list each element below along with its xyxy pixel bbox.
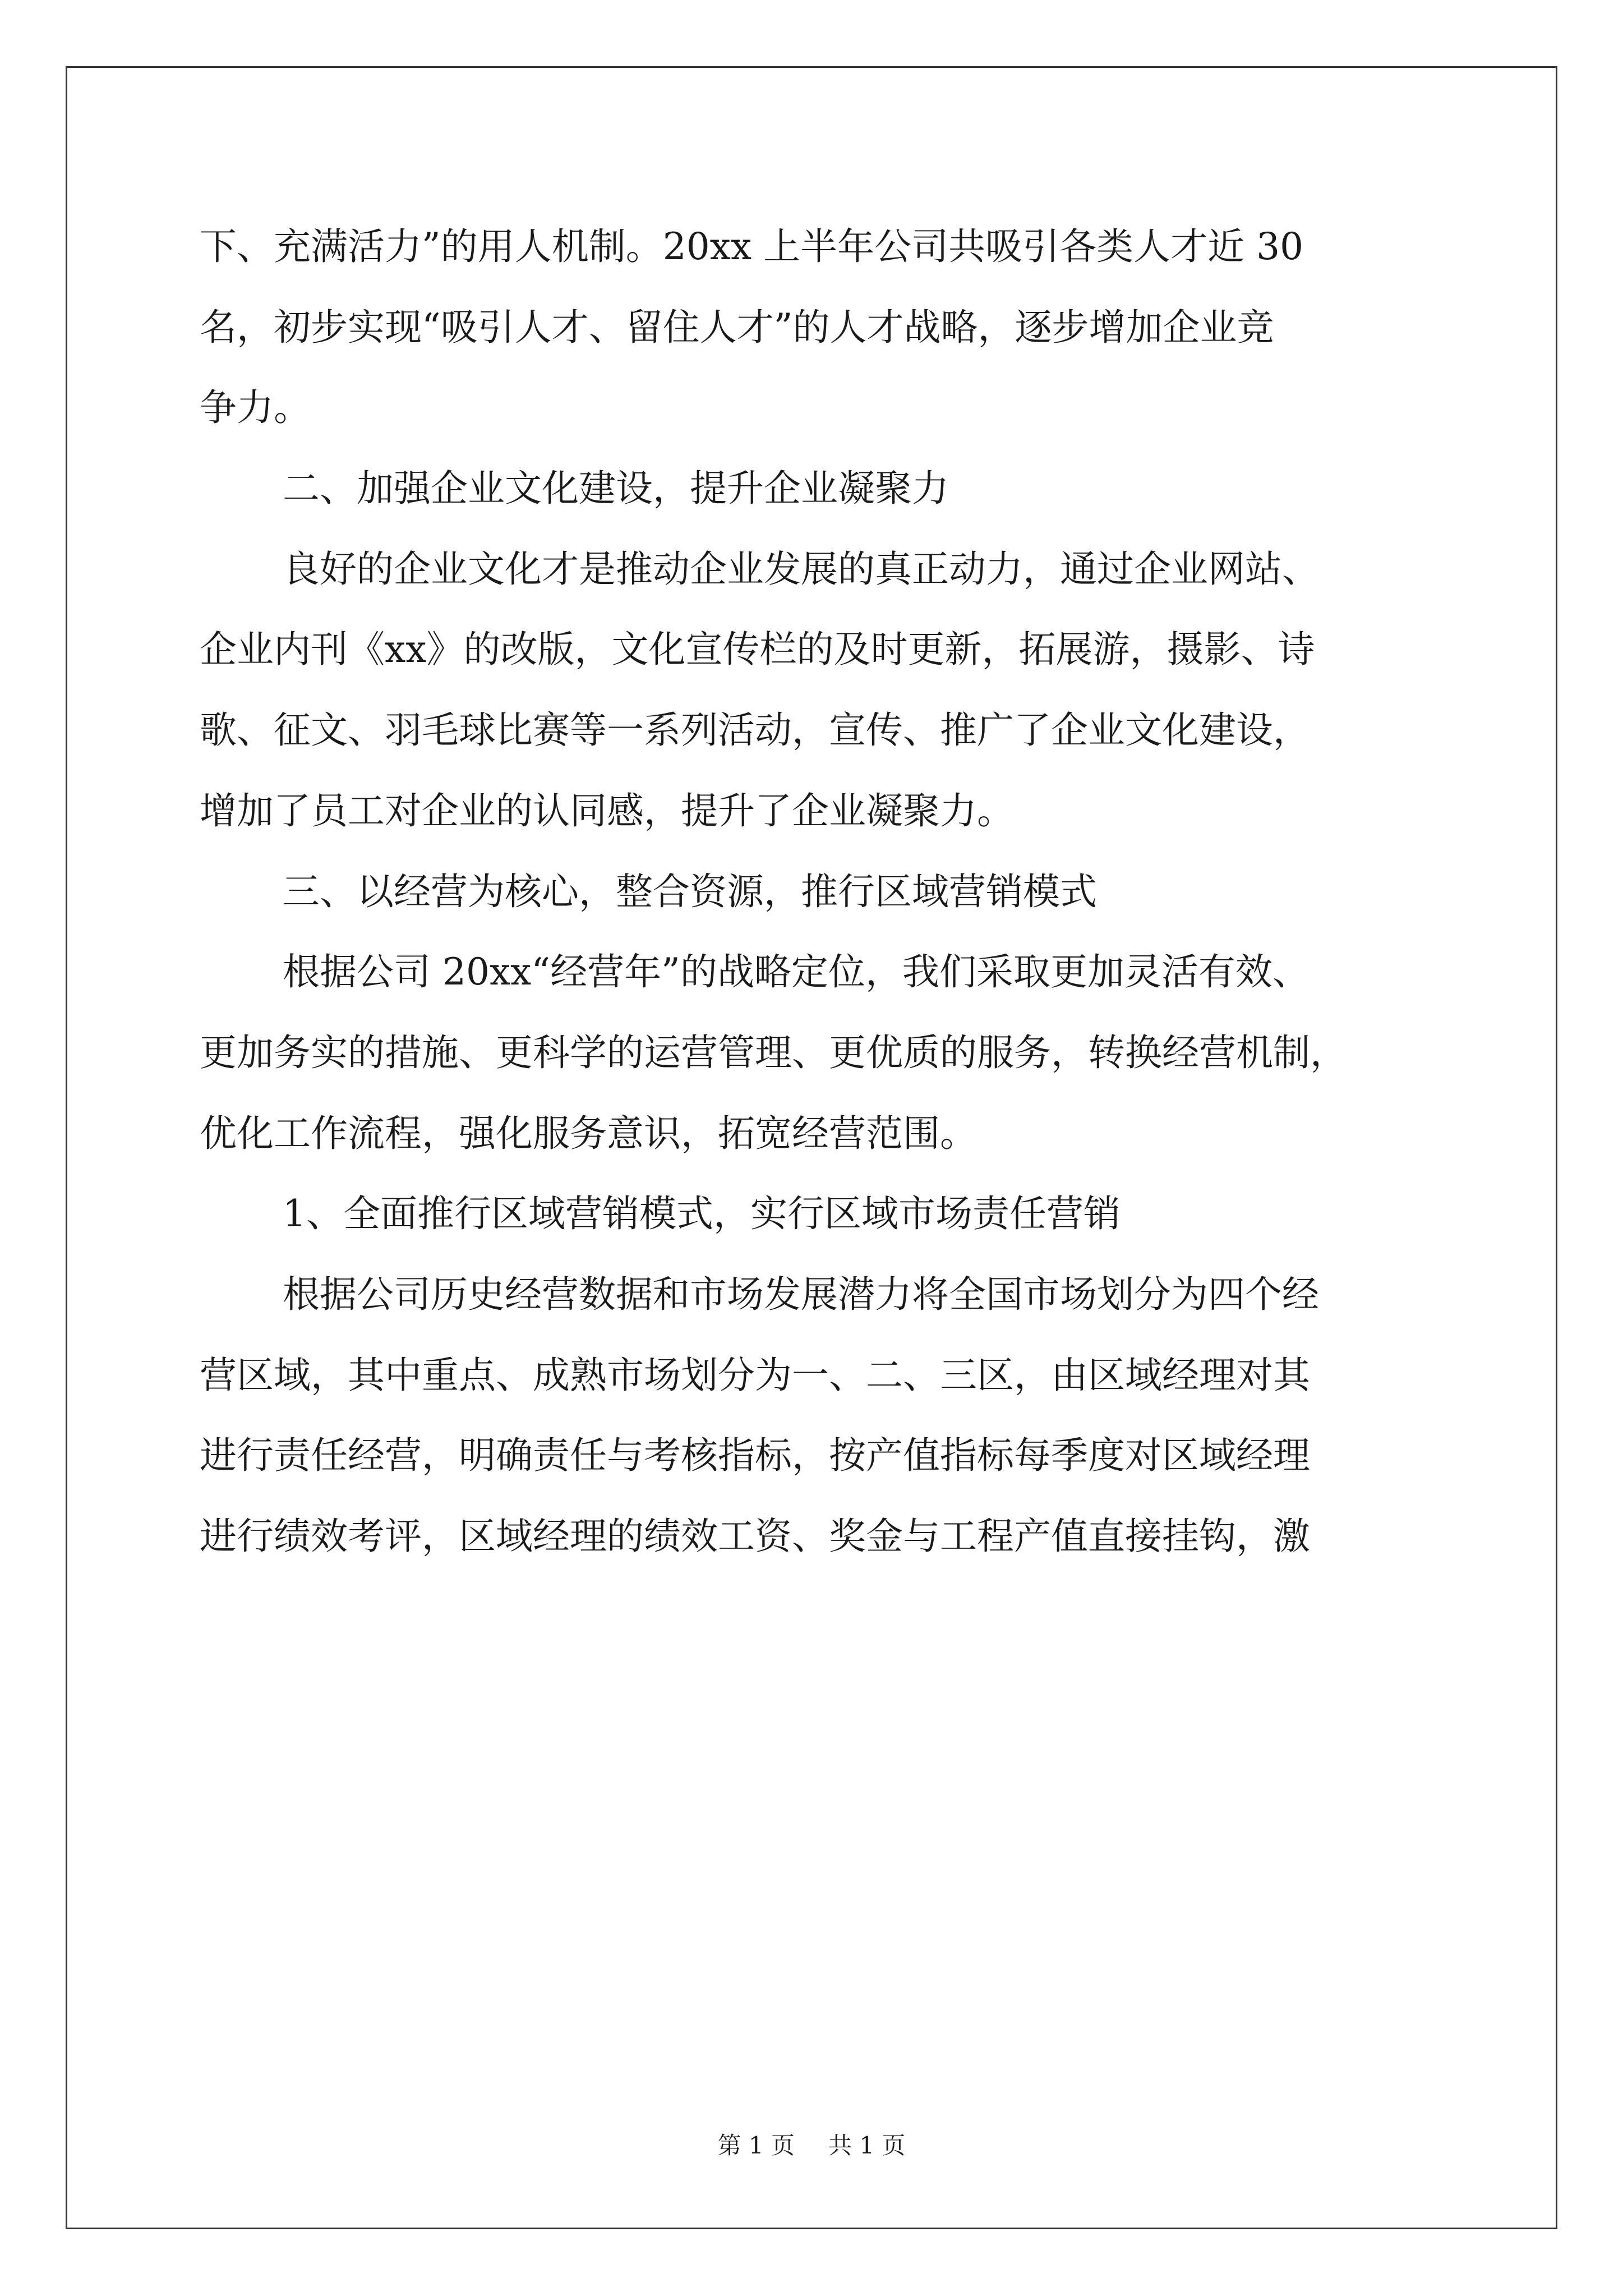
page-number: 第 1 页 (717, 2132, 795, 2159)
page-total: 共 1 页 (828, 2132, 906, 2159)
text-line: 进行绩效考评，区域经理的绩效工资、奖金与工程产值直接挂钩，激 (200, 1515, 1310, 1558)
section-heading: 二、加强企业文化建设，提升企业凝聚力 (283, 467, 949, 510)
text-line: 良好的企业文化才是推动企业发展的真正动力，通过企业网站、 (283, 547, 1319, 591)
text-line: 企业内刊《xx》的改版，文化宣传栏的及时更新，拓展游，摄影、诗 (200, 628, 1315, 671)
text-line: 名，初步实现“吸引人才、留住人才”的人才战略，逐步增加企业竞 (200, 305, 1274, 349)
subsection-heading: 1、全面推行区域营销模式，实行区域市场责任营销 (283, 1192, 1121, 1236)
text-line: 根据公司 20xx“经营年”的战略定位，我们采取更加灵活有效、 (283, 950, 1310, 994)
text-line: 营区域，其中重点、成熟市场划分为一、二、三区，由区域经理对其 (200, 1353, 1310, 1397)
document-body (200, 216, 1433, 1586)
text-line: 进行责任经营，明确责任与考核指标，按产值指标每季度对区域经理 (200, 1434, 1310, 1478)
text-line: 争力。 (200, 386, 311, 430)
text-line: 优化工作流程，强化服务意识，拓宽经营范围。 (200, 1111, 977, 1155)
text-line: 更加务实的措施、更科学的运营管理、更优质的服务，转换经营机制， (200, 1030, 1347, 1074)
text-line: 根据公司历史经营数据和市场发展潜力将全国市场划分为四个经 (283, 1272, 1319, 1316)
section-heading: 三、以经营为核心，整合资源，推行区域营销模式 (283, 869, 1097, 913)
page-footer (0, 2129, 1623, 2162)
text-line: 歌、征文、羽毛球比赛等一系列活动，宣传、推广了企业文化建设， (200, 708, 1310, 752)
text-line: 增加了员工对企业的认同感，提升了企业凝聚力。 (200, 789, 1014, 832)
text-line: 下、充满活力”的用人机制。20xx 上半年公司共吸引各类人才近 30 (200, 225, 1304, 268)
